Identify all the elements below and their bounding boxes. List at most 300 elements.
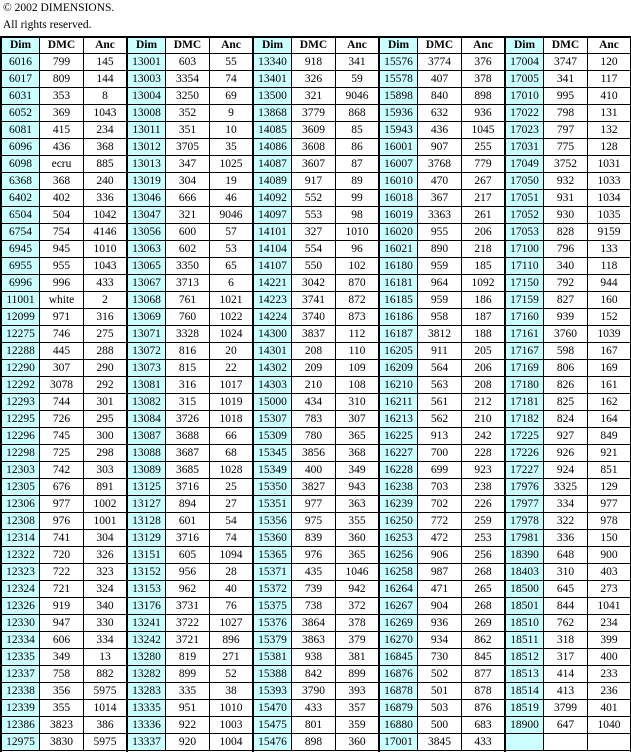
table-row — [506, 717, 630, 734]
table-row — [2, 649, 126, 666]
dmc-cell: 3812 — [418, 326, 462, 342]
table-row — [506, 377, 630, 394]
table-row — [506, 547, 630, 564]
anc-cell: 1092 — [471, 277, 495, 289]
dmc-cell: 316 — [166, 377, 210, 393]
table-row — [380, 734, 504, 751]
table-row — [128, 734, 252, 751]
anc-cell: 898 — [474, 90, 492, 102]
table-row — [128, 564, 252, 581]
dim-cell: 13069 — [128, 309, 166, 325]
anc-cell: 1094 — [219, 549, 243, 561]
dmc-cell: 726 — [40, 411, 84, 427]
dmc-cell: 349 — [40, 649, 84, 665]
dim-cell: 12295 — [2, 411, 40, 427]
dim-cell: 14092 — [254, 190, 292, 206]
dmc-cell: 720 — [40, 547, 84, 563]
table-row — [254, 122, 378, 139]
table-row — [506, 88, 630, 105]
dim-header: Dim — [254, 38, 292, 53]
anc-cell: 99 — [351, 192, 363, 204]
dim-cell: 13047 — [128, 207, 166, 223]
table-row — [506, 649, 630, 666]
table-row — [128, 343, 252, 360]
table-row — [128, 394, 252, 411]
dmc-cell: 730 — [418, 649, 462, 665]
dmc-cell: 796 — [544, 241, 588, 257]
anc-cell: 393 — [348, 685, 366, 697]
anc-cell: 208 — [474, 379, 492, 391]
dmc-cell: 3790 — [292, 683, 336, 699]
table-row — [254, 547, 378, 564]
table-row — [254, 462, 378, 479]
anc-cell: 269 — [474, 617, 492, 629]
anc-cell: 25 — [225, 481, 237, 493]
dmc-cell: 930 — [544, 207, 588, 223]
dim-cell: 12296 — [2, 428, 40, 444]
anc-cell: 355 — [348, 515, 366, 527]
anc-cell: 57 — [225, 226, 237, 238]
table-row — [506, 360, 630, 377]
anc-cell: 295 — [96, 413, 114, 425]
table-row — [128, 71, 252, 88]
dim-cell: 18403 — [506, 564, 544, 580]
anc-cell: 360 — [348, 736, 366, 748]
anc-cell: 1025 — [219, 158, 243, 170]
dim-header: Dim — [128, 38, 166, 53]
dmc-cell: 955 — [418, 224, 462, 240]
dim-cell: 14104 — [254, 241, 292, 257]
anc-header: Anc — [347, 39, 367, 51]
anc-cell: 378 — [348, 617, 366, 629]
table-row — [254, 139, 378, 156]
dim-cell: 18900 — [506, 717, 544, 733]
table-row — [506, 343, 630, 360]
table-row — [254, 564, 378, 581]
dim-cell: 15943 — [380, 122, 418, 138]
table-row — [128, 411, 252, 428]
dmc-cell: 307 — [40, 360, 84, 376]
anc-cell: 360 — [348, 532, 366, 544]
anc-cell: 379 — [348, 634, 366, 646]
table-row — [254, 88, 378, 105]
dim-header: Dim — [2, 38, 40, 53]
table-row — [128, 241, 252, 258]
dmc-cell: 996 — [40, 275, 84, 291]
table-row — [506, 734, 630, 751]
dmc-cell: 503 — [418, 700, 462, 716]
anc-cell: 300 — [96, 430, 114, 442]
anc-cell: 205 — [474, 345, 492, 357]
anc-cell: 1017 — [219, 379, 243, 391]
dim-cell: 6081 — [2, 122, 40, 138]
dmc-cell: 470 — [418, 173, 462, 189]
dmc-cell: 3760 — [544, 326, 588, 342]
dim-cell: 15578 — [380, 71, 418, 87]
anc-cell: 242 — [474, 430, 492, 442]
dim-cell: 17159 — [506, 292, 544, 308]
dmc-cell: 601 — [166, 513, 210, 529]
table-row — [254, 275, 378, 292]
dmc-cell: 632 — [418, 105, 462, 121]
table-row — [2, 479, 126, 496]
dim-cell: 12339 — [2, 700, 40, 716]
table-row — [380, 105, 504, 122]
column-group — [126, 36, 252, 752]
dim-cell: 16228 — [380, 462, 418, 478]
dim-cell: 12335 — [2, 649, 40, 665]
dim-cell: 16267 — [380, 598, 418, 614]
table-row — [506, 428, 630, 445]
dmc-cell: 3731 — [166, 598, 210, 614]
table-row — [380, 292, 504, 309]
dmc-cell: 3687 — [166, 445, 210, 461]
dim-cell: 13129 — [128, 530, 166, 546]
dim-cell: 13151 — [128, 547, 166, 563]
table-row — [2, 598, 126, 615]
table-row — [380, 683, 504, 700]
anc-cell — [588, 734, 630, 750]
dim-cell: 6016 — [2, 54, 40, 70]
anc-cell: 368 — [348, 447, 366, 459]
dim-cell: 16250 — [380, 513, 418, 529]
dmc-cell: 742 — [40, 462, 84, 478]
table-row — [254, 411, 378, 428]
anc-cell: 943 — [348, 481, 366, 493]
dmc-cell: 3747 — [544, 54, 588, 70]
dim-cell: 16180 — [380, 258, 418, 274]
dim-cell: 12288 — [2, 343, 40, 359]
dmc-cell: 799 — [40, 54, 84, 70]
anc-cell: 978 — [600, 515, 618, 527]
dmc-cell: 827 — [544, 292, 588, 308]
table-row — [506, 139, 630, 156]
table-row — [254, 241, 378, 258]
anc-cell: 13 — [99, 651, 111, 663]
anc-cell: 1028 — [219, 464, 243, 476]
anc-cell: 936 — [474, 107, 492, 119]
rights-notice: All rights reserved. — [3, 19, 92, 31]
anc-cell: 779 — [474, 158, 492, 170]
dim-cell: 18500 — [506, 581, 544, 597]
dmc-cell: 754 — [40, 224, 84, 240]
anc-cell: 290 — [96, 362, 114, 374]
anc-cell: 86 — [351, 141, 363, 153]
table-row — [506, 190, 630, 207]
dmc-cell: 809 — [40, 71, 84, 87]
conversion-table — [0, 36, 631, 752]
dmc-header: DMC — [166, 38, 210, 53]
dim-cell: 17005 — [506, 71, 544, 87]
dim-cell: 16239 — [380, 496, 418, 512]
dmc-cell: 317 — [544, 649, 588, 665]
dmc-cell: 840 — [418, 88, 462, 104]
dim-cell: 15349 — [254, 462, 292, 478]
anc-cell: 228 — [474, 447, 492, 459]
dim-cell: 17110 — [506, 258, 544, 274]
table-row — [254, 734, 378, 751]
dmc-cell: 975 — [292, 513, 336, 529]
dmc-cell: 801 — [292, 717, 336, 733]
dmc-cell: 304 — [166, 173, 210, 189]
dmc-cell: 700 — [418, 445, 462, 461]
anc-cell: 399 — [600, 634, 618, 646]
dim-cell: 12293 — [2, 394, 40, 410]
table-row — [128, 309, 252, 326]
anc-cell: 74 — [225, 73, 237, 85]
dim-cell: 13152 — [128, 564, 166, 580]
table-row — [2, 139, 126, 156]
anc-cell: 378 — [474, 73, 492, 85]
table-row — [254, 445, 378, 462]
table-row — [2, 173, 126, 190]
table-row — [506, 224, 630, 241]
dim-cell: 13241 — [128, 615, 166, 631]
anc-cell: 76 — [225, 600, 237, 612]
dim-cell: 13401 — [254, 71, 292, 87]
dim-cell: 17022 — [506, 105, 544, 121]
header-row — [506, 36, 630, 54]
dim-cell: 12308 — [2, 513, 40, 529]
dmc-cell: 898 — [292, 734, 336, 750]
dim-cell: 6996 — [2, 275, 40, 291]
dmc-cell: 322 — [544, 513, 588, 529]
dim-cell: 16021 — [380, 241, 418, 257]
anc-cell: 365 — [348, 430, 366, 442]
dim-cell: 6945 — [2, 241, 40, 257]
table-row — [128, 428, 252, 445]
table-row — [128, 139, 252, 156]
dmc-cell: 563 — [418, 377, 462, 393]
anc-cell: 120 — [600, 56, 618, 68]
dim-cell: 13071 — [128, 326, 166, 342]
dim-cell: 15388 — [254, 666, 292, 682]
anc-cell: 234 — [96, 124, 114, 136]
anc-cell: 1024 — [219, 328, 243, 340]
anc-cell: 69 — [225, 90, 237, 102]
anc-cell: 1002 — [93, 498, 117, 510]
dim-cell: 13280 — [128, 649, 166, 665]
dmc-cell: 3726 — [166, 411, 210, 427]
table-row — [128, 598, 252, 615]
dim-cell: 13065 — [128, 258, 166, 274]
dmc-cell: 353 — [40, 88, 84, 104]
anc-cell: 381 — [348, 651, 366, 663]
dmc-cell: 504 — [40, 207, 84, 223]
anc-cell: 162 — [600, 396, 618, 408]
dim-cell: 15350 — [254, 479, 292, 495]
dim-cell: 11001 — [2, 292, 40, 308]
table-row — [254, 394, 378, 411]
anc-cell: 273 — [600, 583, 618, 595]
dim-cell: 15345 — [254, 445, 292, 461]
dim-cell: 13046 — [128, 190, 166, 206]
table-row — [128, 649, 252, 666]
anc-cell: 96 — [351, 243, 363, 255]
dmc-cell: 977 — [40, 496, 84, 512]
dmc-cell: 758 — [40, 666, 84, 682]
anc-cell: 323 — [96, 566, 114, 578]
table-row — [254, 513, 378, 530]
table-row — [380, 207, 504, 224]
table-row — [2, 564, 126, 581]
dim-cell: 12306 — [2, 496, 40, 512]
table-row — [506, 122, 630, 139]
anc-cell: 849 — [600, 430, 618, 442]
dmc-cell: 797 — [544, 122, 588, 138]
dim-cell: 18514 — [506, 683, 544, 699]
anc-cell: 876 — [474, 702, 492, 714]
table-row — [380, 258, 504, 275]
anc-cell: 1027 — [219, 617, 243, 629]
dim-cell: 15371 — [254, 564, 292, 580]
dmc-header: DMC — [418, 38, 462, 53]
anc-cell: 868 — [348, 107, 366, 119]
table-row — [128, 496, 252, 513]
dmc-cell: 321 — [292, 88, 336, 104]
dmc-cell: 955 — [40, 258, 84, 274]
dim-cell: 16258 — [380, 564, 418, 580]
dmc-cell: 934 — [418, 632, 462, 648]
dmc-cell: 3799 — [544, 700, 588, 716]
dmc-cell: 783 — [292, 411, 336, 427]
dmc-cell — [544, 734, 588, 750]
anc-cell: 131 — [600, 107, 618, 119]
anc-cell: 217 — [474, 192, 492, 204]
anc-cell: 1010 — [219, 702, 243, 714]
anc-cell: 152 — [600, 311, 618, 323]
anc-cell: 1014 — [93, 702, 117, 714]
dmc-cell: 828 — [544, 224, 588, 240]
dmc-cell: 3845 — [418, 734, 462, 750]
anc-cell: 303 — [96, 464, 114, 476]
table-row — [506, 445, 630, 462]
dmc-cell: 894 — [166, 496, 210, 512]
table-row — [506, 105, 630, 122]
anc-cell: 59 — [351, 73, 363, 85]
table-row — [2, 666, 126, 683]
table-row — [254, 496, 378, 513]
dmc-cell: 3685 — [166, 462, 210, 478]
table-row — [254, 683, 378, 700]
table-row — [254, 105, 378, 122]
table-row — [254, 343, 378, 360]
dim-cell: 13068 — [128, 292, 166, 308]
table-row — [2, 700, 126, 717]
table-row — [2, 513, 126, 530]
dim-cell: 15936 — [380, 105, 418, 121]
table-row — [380, 224, 504, 241]
dmc-cell: 327 — [292, 224, 336, 240]
dmc-cell: 959 — [418, 258, 462, 274]
table-row — [506, 462, 630, 479]
dmc-cell: 913 — [418, 428, 462, 444]
anc-cell: 301 — [96, 396, 114, 408]
table-row — [506, 326, 630, 343]
anc-cell: 923 — [474, 464, 492, 476]
dmc-cell: 738 — [292, 598, 336, 614]
table-row — [380, 54, 504, 71]
dim-cell: 17182 — [506, 411, 544, 427]
dmc-cell: 922 — [166, 717, 210, 733]
table-row — [2, 717, 126, 734]
anc-cell: 845 — [474, 651, 492, 663]
table-row — [254, 615, 378, 632]
dim-cell: 13283 — [128, 683, 166, 699]
dim-cell: 12338 — [2, 683, 40, 699]
dim-cell: 16001 — [380, 139, 418, 155]
anc-cell: 145 — [96, 56, 114, 68]
table-row — [254, 292, 378, 309]
dmc-cell: 336 — [544, 530, 588, 546]
dmc-cell: 932 — [544, 173, 588, 189]
dmc-cell: 3864 — [292, 615, 336, 631]
dim-cell: 18512 — [506, 649, 544, 665]
anc-cell: 336 — [96, 192, 114, 204]
dim-cell: 13003 — [128, 71, 166, 87]
dim-cell: 13067 — [128, 275, 166, 291]
anc-cell: 238 — [474, 481, 492, 493]
table-row — [128, 326, 252, 343]
table-row — [128, 377, 252, 394]
dim-cell: 13082 — [128, 394, 166, 410]
dim-cell: 16879 — [380, 700, 418, 716]
anc-cell: 9159 — [597, 226, 621, 238]
dmc-cell: 340 — [544, 258, 588, 274]
table-row — [2, 428, 126, 445]
dim-cell: 15000 — [254, 394, 292, 410]
table-row — [128, 292, 252, 309]
table-row — [506, 700, 630, 717]
table-row — [506, 411, 630, 428]
dim-cell: 13087 — [128, 428, 166, 444]
table-row — [2, 326, 126, 343]
dim-cell: 14302 — [254, 360, 292, 376]
dmc-cell: 819 — [166, 649, 210, 665]
table-row — [2, 88, 126, 105]
table-row — [380, 666, 504, 683]
anc-cell: 851 — [600, 464, 618, 476]
dmc-cell: 699 — [418, 462, 462, 478]
dmc-cell: 3779 — [292, 105, 336, 121]
dim-cell: 12386 — [2, 717, 40, 733]
dim-cell: 15307 — [254, 411, 292, 427]
anc-cell: 265 — [474, 583, 492, 595]
anc-cell: 288 — [96, 345, 114, 357]
dmc-cell: 3716 — [166, 530, 210, 546]
dmc-cell: 3608 — [292, 139, 336, 155]
table-row — [128, 530, 252, 547]
dmc-cell: 561 — [418, 394, 462, 410]
anc-cell: 19 — [225, 175, 237, 187]
dmc-cell: 919 — [40, 598, 84, 614]
dmc-cell: 911 — [418, 343, 462, 359]
dmc-cell: 3823 — [40, 717, 84, 733]
anc-cell: 921 — [600, 447, 618, 459]
anc-cell: 1042 — [93, 209, 117, 221]
table-row — [506, 258, 630, 275]
dmc-cell: 347 — [166, 156, 210, 172]
dim-cell: 12323 — [2, 564, 40, 580]
dmc-cell: ecru — [40, 156, 84, 172]
table-row — [2, 343, 126, 360]
table-row — [2, 258, 126, 275]
anc-cell: 164 — [600, 413, 618, 425]
dmc-cell: 844 — [544, 598, 588, 614]
table-row — [2, 394, 126, 411]
anc-cell: 349 — [348, 464, 366, 476]
table-row — [128, 632, 252, 649]
